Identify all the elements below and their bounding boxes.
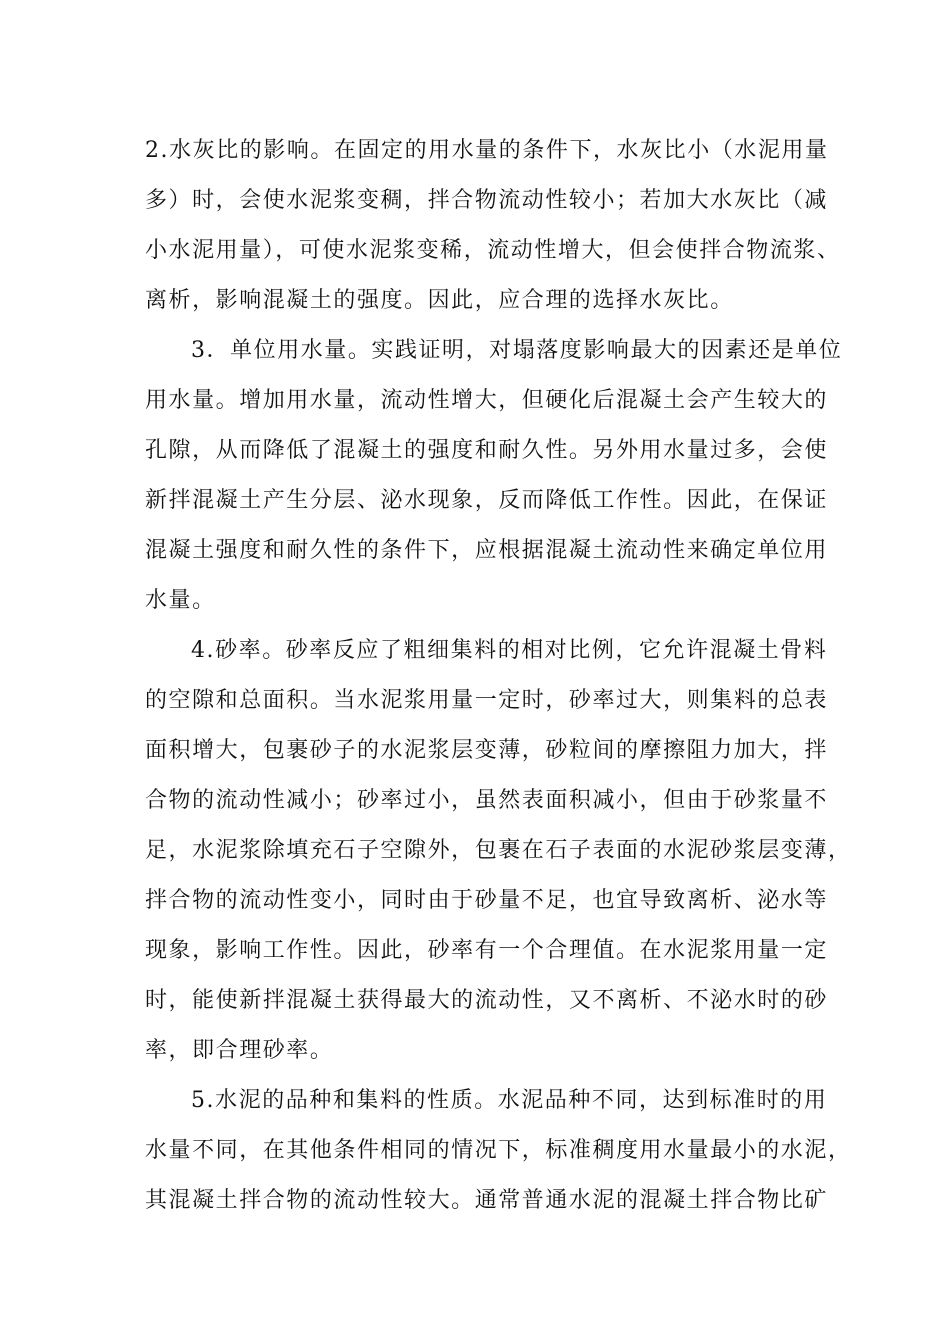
paragraph-2-line-1: 2.水灰比的影响。在固定的用水量的条件下，水灰比小（水泥用量: [145, 138, 829, 163]
paragraph-5-line-1: 5.水泥的品种和集料的性质。水泥品种不同，达到标准时的用: [191, 1088, 828, 1113]
paragraph-4-line-2: 的空隙和总面积。当水泥浆用量一定时，砂率过大，则集料的总表: [145, 688, 828, 713]
paragraph-4-line-9: 率，即合理砂率。: [145, 1038, 334, 1063]
paragraph-3-line-4: 新拌混凝土产生分层、泌水现象，反而降低工作性。因此，在保证: [145, 488, 828, 513]
paragraph-4-line-3: 面积增大，包裹砂子的水泥浆层变薄，砂粒间的摩擦阻力加大，拌: [145, 738, 828, 763]
paragraph-4-line-7: 现象，影响工作性。因此，砂率有一个合理值。在水泥浆用量一定: [145, 938, 828, 963]
paragraph-3-line-2: 用水量。增加用水量，流动性增大，但硬化后混凝土会产生较大的: [145, 388, 828, 413]
paragraph-3-line-1: 3．单位用水量。实践证明，对塌落度影响最大的因素还是单位: [191, 338, 843, 363]
paragraph-2-line-2: 多）时，会使水泥浆变稠，拌合物流动性较小；若加大水灰比（减: [145, 188, 828, 213]
paragraph-5-line-2: 水量不同，在其他条件相同的情况下，标准稠度用水量最小的水泥，: [145, 1138, 852, 1163]
paragraph-2-line-4: 离析，影响混凝土的强度。因此，应合理的选择水灰比。: [145, 288, 734, 313]
paragraph-4-line-1: 4.砂率。砂率反应了粗细集料的相对比例，它允许混凝土骨料: [191, 638, 828, 663]
paragraph-4-line-4: 合物的流动性减小；砂率过小，虽然表面积减小，但由于砂浆量不: [145, 788, 828, 813]
paragraph-3-line-3: 孔隙，从而降低了混凝土的强度和耐久性。另外用水量过多，会使: [145, 438, 828, 463]
paragraph-4-line-8: 时，能使新拌混凝土获得最大的流动性，又不离析、不泌水时的砂: [145, 988, 828, 1013]
paragraph-4-line-6: 拌合物的流动性变小，同时由于砂量不足，也宜导致离析、泌水等: [145, 888, 828, 913]
paragraph-3-line-5: 混凝土强度和耐久性的条件下，应根据混凝土流动性来确定单位用: [145, 538, 828, 563]
paragraph-2-line-3: 小水泥用量），可使水泥浆变稀，流动性增大，但会使拌合物流浆、: [145, 238, 841, 263]
paragraph-4-line-5: 足，水泥浆除填充石子空隙外，包裹在石子表面的水泥砂浆层变薄，: [145, 838, 852, 863]
paragraph-5-line-3: 其混凝土拌合物的流动性较大。通常普通水泥的混凝土拌合物比矿: [145, 1188, 828, 1213]
paragraph-3-line-6: 水量。: [145, 588, 216, 613]
